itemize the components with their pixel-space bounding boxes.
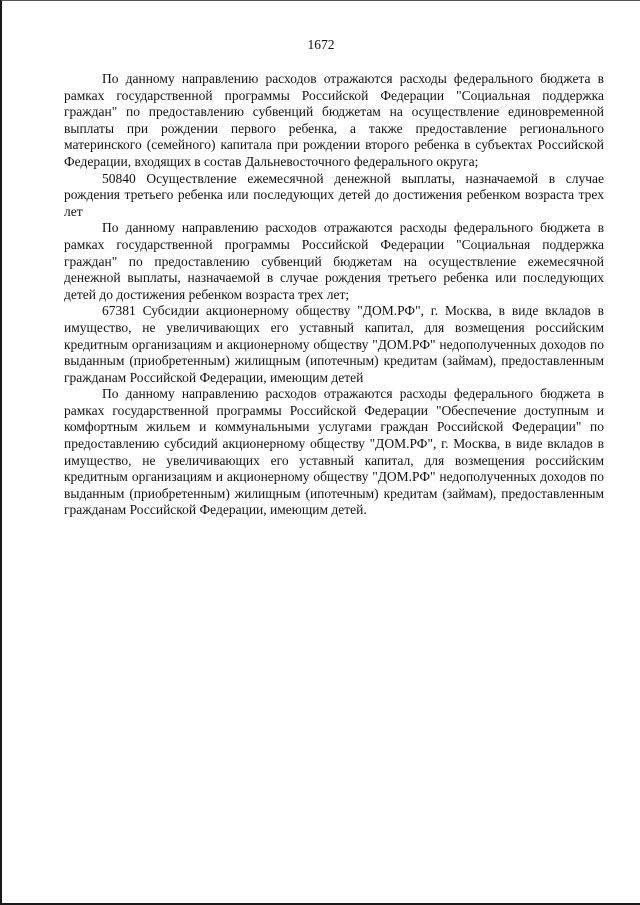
document-body [64,71,604,519]
page-number: 1672 [307,37,335,52]
paragraph-description-3: По данному направлению расходов отражаются расходы федерального бюджета в рамках государственной программы Российской Федерации "Обеспечение доступным и комфортным жильем и коммунальными услугами граждан Российской Федерации" по предоставлению субсидий акционерному обществу "ДОМ.РФ", г. Москва, в виде вкладов в имущество, не увеличивающих его уставный капитал, для возмещения российским кредитным организациям и акционерному обществу "ДОМ.РФ" недополученных доходов по выданным (приобретенным) жилищным (ипотечным) кредитам (займам), предоставленным гражданам Российской Федерации, имеющим детей. [64,386,604,518]
paragraph-description-1: По данному направлению расходов отражаются расходы федерального бюджета в рамках государственной программы Российской Федерации "Социальная поддержка граждан" по предоставлению субвенций бюджетам на осуществление единовременной выплаты при рождении первого ребенка, а также предоставление регионального материнского (семейного) капитала при рождении второго ребенка в субъектах Российской Федерации, входящих в состав Дальневосточного федерального округа; [64,71,604,169]
paragraph-description-2: По данному направлению расходов отражаются расходы федерального бюджета в рамках государственной программы Российской Федерации "Социальная поддержка граждан" по предоставлению субвенций бюджетам на осуществление ежемесячной денежной выплаты, назначаемой в случае рождения третьего ребенка или последующих детей до достижения ребенком возраста трех лет; [64,220,604,302]
paragraph-entry-50840: 50840 Осуществление ежемесячной денежной выплаты, назначаемой в случае рождения третьего ребенка или последующих детей до достижения ребенком возраста трех лет [64,170,604,219]
paragraph-entry-67381: 67381 Субсидии акционерному обществу "ДОМ.РФ", г. Москва, в виде вкладов в имущество, не увеличивающих его уставный капитал, для возмещения российским кредитным организациям и акционерному обществу "ДОМ.РФ" недополученных доходов по выданным (приобретенным) жилищным (ипотечным) кредитам (займам), предоставленным гражданам Российской Федерации, имеющим детей [64,303,604,385]
